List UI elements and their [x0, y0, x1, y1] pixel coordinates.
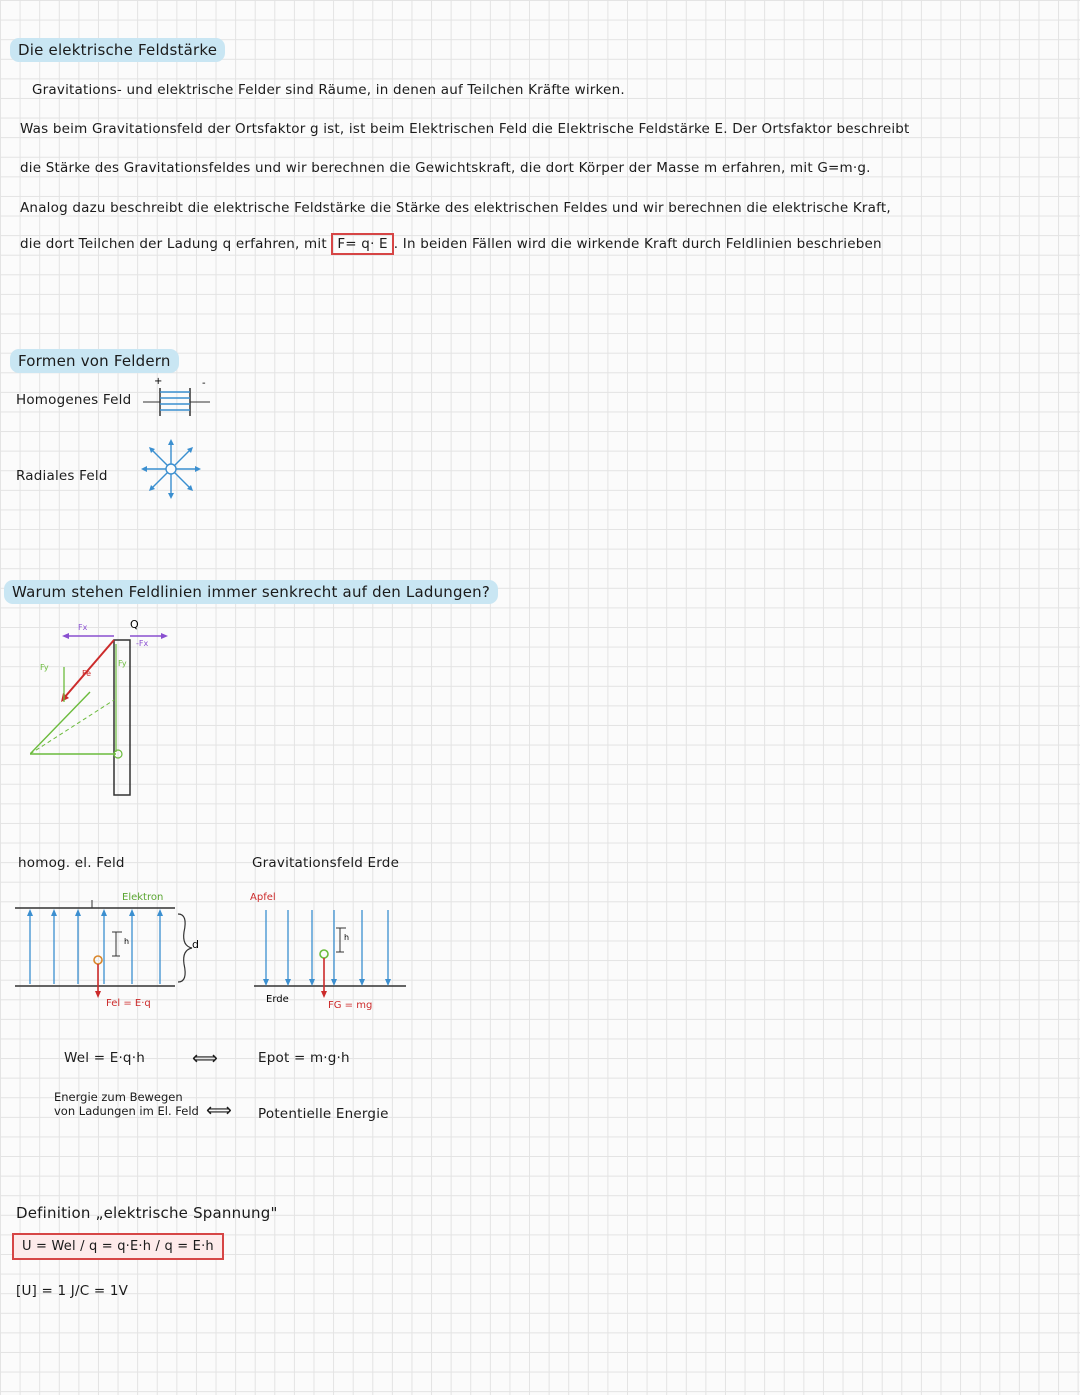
energy-pot-description: Potentielle Energie — [258, 1106, 389, 1122]
gravity-field-diagram — [244, 882, 414, 1022]
apple-dot — [320, 950, 328, 958]
charge-q-label: Q — [130, 618, 139, 631]
equivalence-arrow-1: ⟺ — [192, 1048, 219, 1069]
apple-label: Apfel — [250, 892, 276, 903]
fy-left-label: Fy — [40, 663, 49, 672]
earth-label: Erde — [266, 994, 289, 1005]
intro-line-5 — [20, 236, 882, 252]
homogeneous-electric-field-diagram — [10, 882, 210, 1022]
h-label-el: h — [124, 937, 130, 946]
homogeneous-field-diagram — [140, 372, 220, 422]
energy-el-formula: Wel = E·q·h — [64, 1050, 145, 1066]
fx-label: Fx — [78, 623, 88, 632]
question-heading: Warum stehen Feldlinien immer senkrecht auf den Ladungen? — [4, 580, 498, 604]
intro-line-3: die Stärke des Gravitationsfeldes und wir berechnen die Gewichtskraft, die dort Körper der Masse m erfahren, mit G=m·g. — [20, 160, 871, 176]
homogen-label: Homogenes Feld — [16, 392, 132, 408]
forms-heading: Formen von Feldern — [10, 349, 179, 373]
definition-heading: Definition „elektrische Spannung" — [16, 1204, 278, 1222]
homog-field-title: homog. el. Feld — [18, 855, 125, 871]
radial-field-diagram — [140, 438, 202, 500]
d-label: d — [192, 938, 199, 951]
page-title: Die elektrische Feldstärke — [10, 38, 225, 62]
intro-line-5-post: . In beiden Fällen wird die wirkende Kraft durch Feldlinien beschrieben — [393, 236, 882, 252]
fe-label: Fe — [82, 669, 92, 678]
intro-line-2: Was beim Gravitationsfeld der Ortsfaktor g ist, ist beim Elektrischen Feld die Elektrische Feldstärke E. Der Ortsfaktor beschreibt — [20, 121, 910, 137]
force-decomposition-diagram — [30, 612, 190, 802]
plus-sign: + — [154, 376, 163, 387]
neg-fx-label: -Fx — [136, 639, 149, 648]
energy-pot-formula: Epot = m·g·h — [258, 1050, 350, 1066]
voltage-unit: [U] = 1 J/C = 1V — [16, 1283, 129, 1299]
voltage-formula-box: U = Wel / q = q·E·h / q = E·h — [12, 1233, 224, 1260]
energy-el-description: Energie zum Bewegen von Ladungen im El. Feld — [54, 1090, 199, 1118]
intro-line-5-pre: die dort Teilchen der Ladung q erfahren, mit — [20, 236, 327, 252]
intro-line-1: Gravitations- und elektrische Felder sind Räume, in denen auf Teilchen Kräfte wirken. — [32, 82, 625, 98]
gravity-field-title: Gravitationsfeld Erde — [252, 855, 400, 871]
force-g-label: FG = mg — [328, 1000, 373, 1011]
fy-label: Fy — [118, 659, 127, 668]
equivalence-arrow-2: ⟺ — [206, 1100, 233, 1121]
force-el-label: Fel = E·q — [106, 998, 151, 1009]
electron-dot — [94, 956, 102, 964]
h-label-g: h — [344, 933, 350, 942]
radial-label: Radiales Feld — [16, 468, 108, 484]
force-formula-box: F= q· E — [331, 233, 393, 255]
intro-line-4: Analog dazu beschreibt die elektrische Feldstärke die Stärke des elektrischen Feldes und wir berechnen die elektrische Kraft, — [20, 200, 891, 216]
electron-label: Elektron — [122, 892, 164, 903]
minus-sign: - — [202, 378, 206, 389]
